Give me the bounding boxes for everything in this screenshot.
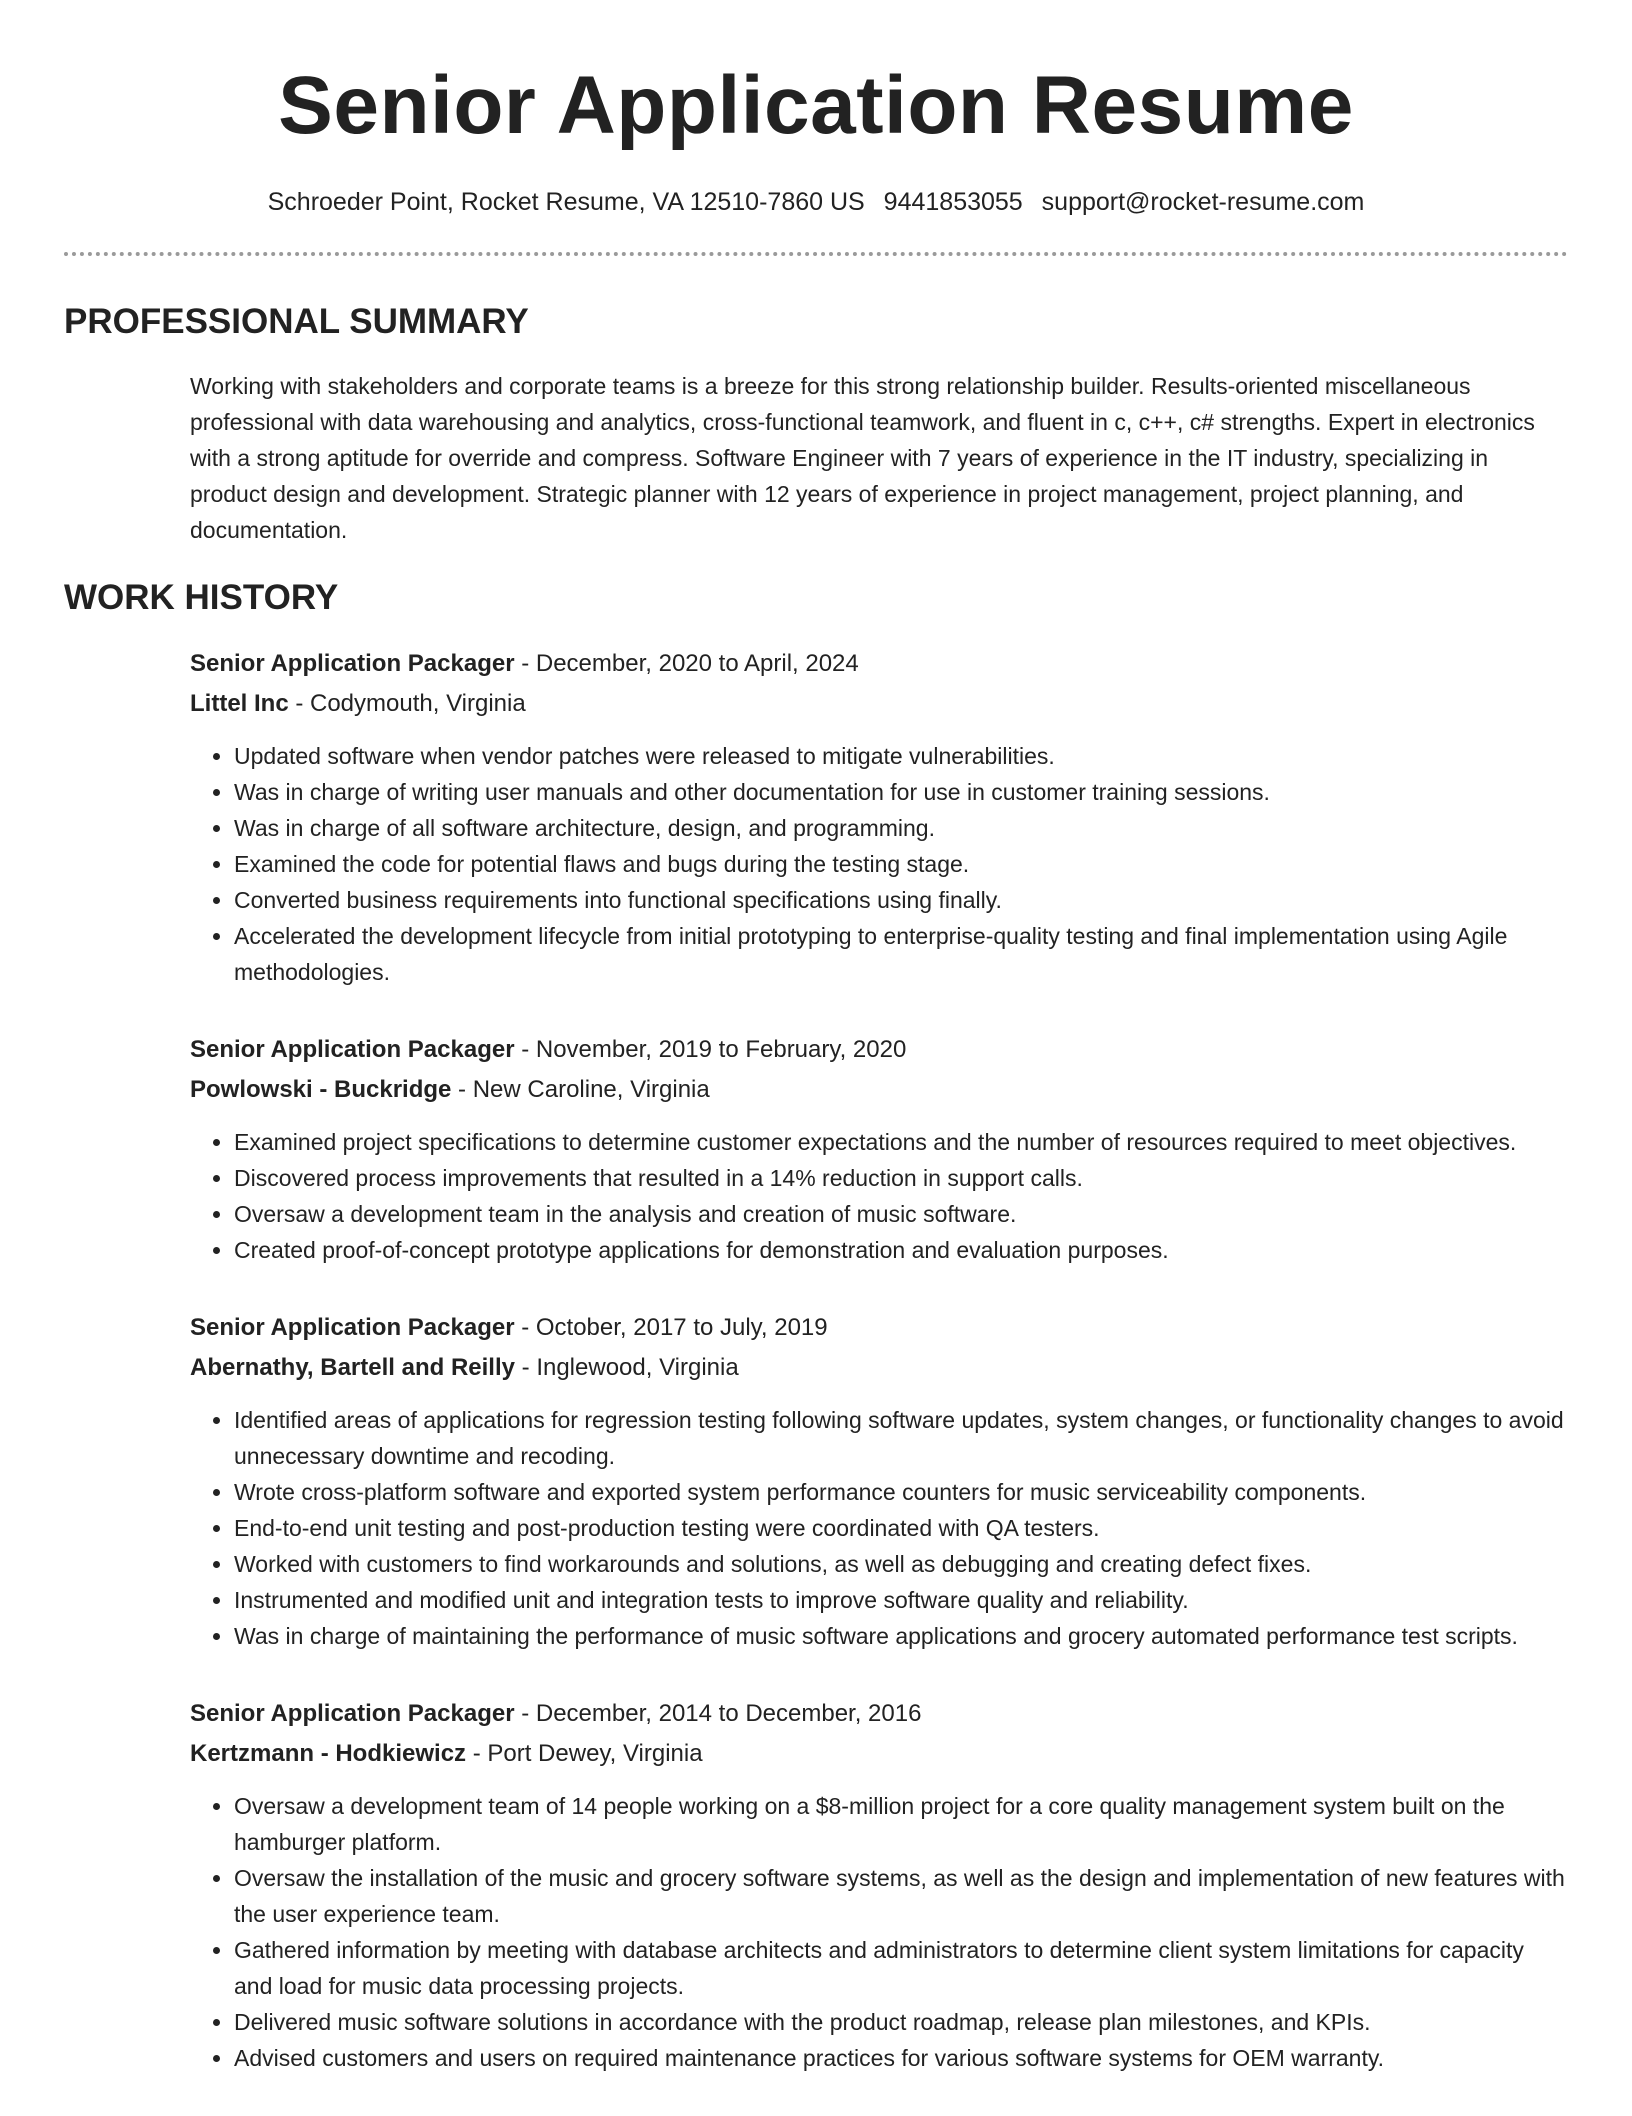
job-dates: - October, 2017 to July, 2019 xyxy=(514,1314,828,1341)
job-bullet: • Was in charge of maintaining the performance of music software applications and grocery automated performance test scripts. xyxy=(234,1618,1568,1654)
contact-address: Schroeder Point, Rocket Resume, VA 12510-7860 US xyxy=(267,188,865,216)
job-company-line xyxy=(190,684,1568,724)
job-role-line xyxy=(190,644,1568,684)
header-divider xyxy=(64,252,1568,256)
summary-heading: PROFESSIONAL SUMMARY xyxy=(64,302,529,341)
job-bullet: • Was in charge of all software architecture, design, and programming. xyxy=(234,810,1568,846)
job-location: - Codymouth, Virginia xyxy=(288,690,526,717)
job-location: - Inglewood, Virginia xyxy=(514,1354,739,1381)
job-role: Senior Application Packager xyxy=(190,1314,515,1341)
resume-page xyxy=(64,0,1568,2116)
job-company: Littel Inc xyxy=(190,690,289,717)
job-bullet: • Discovered process improvements that resulted in a 14% reduction in support calls. xyxy=(234,1160,1568,1196)
job-company: Powlowski - Buckridge xyxy=(190,1076,452,1103)
job-bullet: • Created proof-of-concept prototype applications for demonstration and evaluation purposes. xyxy=(234,1232,1568,1268)
job-entry xyxy=(190,1030,1568,1268)
job-location: - Port Dewey, Virginia xyxy=(466,1740,703,1767)
job-company-line xyxy=(190,1070,1568,1110)
job-company: Abernathy, Bartell and Reilly xyxy=(190,1354,515,1381)
job-entry xyxy=(190,1694,1568,2076)
summary-text: Working with stakeholders and corporate teams is a breeze for this strong relationship builder. Results-oriented miscellaneous professional with data warehousing and analytics, cross-functional teamwork, and fluent in c, c++, c# strengths. Expert in electronics with a strong aptitude for override and compress. Software Engineer with 7 years of experience in the IT industry, specializing in product design and development. Strategic planner with 12 years of experience in project management, project planning, and documentation. xyxy=(190,373,1535,543)
job-bullet: • End-to-end unit testing and post-production testing were coordinated with QA testers. xyxy=(234,1510,1568,1546)
job-entry xyxy=(190,644,1568,990)
job-role: Senior Application Packager xyxy=(190,1036,515,1063)
resume-title: Senior Application Resume xyxy=(278,60,1354,151)
job-bullet: • Oversaw a development team of 14 people working on a $8-million project for a core quality management system built on the hamburger platform. xyxy=(234,1788,1568,1860)
job-bullets xyxy=(190,1788,1568,2076)
job-dates: - December, 2020 to April, 2024 xyxy=(514,650,859,677)
contact-phone: 9441853055 xyxy=(883,188,1023,216)
job-bullets xyxy=(190,738,1568,990)
job-company: Kertzmann - Hodkiewicz xyxy=(190,1740,467,1767)
job-bullet: • Oversaw the installation of the music and grocery software systems, as well as the design and implementation of new features with the user experience team. xyxy=(234,1860,1568,1932)
job-role-line xyxy=(190,1308,1568,1348)
job-bullet: • Advised customers and users on required maintenance practices for various software systems for OEM warranty. xyxy=(234,2040,1568,2076)
job-bullets xyxy=(190,1124,1568,1268)
job-role-line xyxy=(190,1694,1568,1734)
job-bullet: • Was in charge of writing user manuals and other documentation for use in customer training sessions. xyxy=(234,774,1568,810)
contact-line xyxy=(64,186,1568,218)
job-bullet: • Gathered information by meeting with database architects and administrators to determine client system limitations for capacity and load for music data processing projects. xyxy=(234,1932,1568,2004)
contact-email[interactable]: support@rocket-resume.com xyxy=(1041,188,1365,216)
job-bullet: • Examined the code for potential flaws and bugs during the testing stage. xyxy=(234,846,1568,882)
job-dates: - December, 2014 to December, 2016 xyxy=(514,1700,922,1727)
job-bullet: • Accelerated the development lifecycle from initial prototyping to enterprise-quality testing and final implementation using Agile methodologies. xyxy=(234,918,1568,990)
job-entry xyxy=(190,1308,1568,1654)
job-bullet: • Worked with customers to find workarounds and solutions, as well as debugging and creating defect fixes. xyxy=(234,1546,1568,1582)
job-role: Senior Application Packager xyxy=(190,1700,515,1727)
job-bullet: • Updated software when vendor patches were released to mitigate vulnerabilities. xyxy=(234,738,1568,774)
job-bullet: • Identified areas of applications for regression testing following software updates, system changes, or functionality changes to avoid unnecessary downtime and recoding. xyxy=(234,1402,1568,1474)
job-dates: - November, 2019 to February, 2020 xyxy=(514,1036,907,1063)
job-company-line xyxy=(190,1348,1568,1388)
job-role-line xyxy=(190,1030,1568,1070)
job-bullet: • Converted business requirements into functional specifications using finally. xyxy=(234,882,1568,918)
job-bullets xyxy=(190,1402,1568,1654)
job-location: - New Caroline, Virginia xyxy=(451,1076,710,1103)
job-bullet: • Oversaw a development team in the analysis and creation of music software. xyxy=(234,1196,1568,1232)
job-role: Senior Application Packager xyxy=(190,650,515,677)
work-history-list xyxy=(190,644,1568,2076)
job-company-line xyxy=(190,1734,1568,1774)
work-history-heading: WORK HISTORY xyxy=(64,578,339,617)
job-bullet: • Examined project specifications to determine customer expectations and the number of resources required to meet objectives. xyxy=(234,1124,1568,1160)
job-bullet: • Instrumented and modified unit and integration tests to improve software quality and reliability. xyxy=(234,1582,1568,1618)
job-bullet: • Wrote cross-platform software and exported system performance counters for music serviceability components. xyxy=(234,1474,1568,1510)
job-bullet: • Delivered music software solutions in accordance with the product roadmap, release plan milestones, and KPIs. xyxy=(234,2004,1568,2040)
